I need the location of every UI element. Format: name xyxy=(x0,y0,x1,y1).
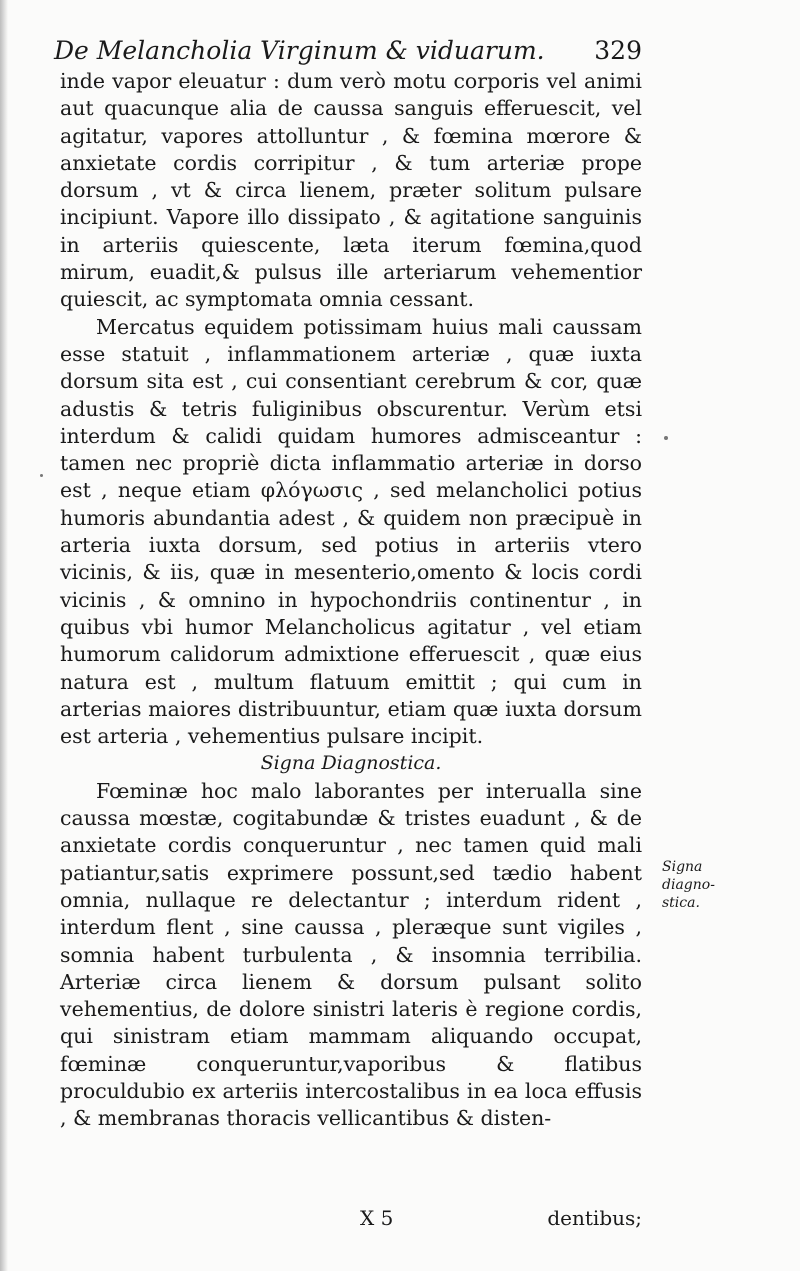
marginal-note xyxy=(662,858,742,912)
paragraph-2: Mercatus equidem potissimam huius mali caussam esse statuit , inflammationem arteriæ , quæ iuxta dorsum sita est , cui consentiant cerebrum & cor, quæ adustis & tetris fuliginibus obscurentur. Verùm etsi interdum & calidi quidam humores admisceantur : tamen nec propriè dicta inflammatio arteriæ in dorso est , neque etiam φλόγωσις , sed melancholici potius humoris abundantia adest , & quidem non præcipuè in arteria iuxta dorsum, sed potius in arteriis vtero vicinis, & iis, quæ in mesenterio,omento & locis cordi vicinis , & omnino in hypochondriis continentur , in quibus vbi humor Melancholicus agitatur , vel etiam humorum calidorum admixtione efferuescit , quæ eius natura est , multum flatuum emittit ; qui cum in arterias maiores distribuuntur, etiam quæ iuxta dorsum est arteria , vehementius pulsare incipit. xyxy=(60,314,642,749)
page-gutter-shadow xyxy=(0,0,8,1271)
margin-note-line: Signa xyxy=(662,859,703,875)
section-heading: Signa Diagnostica. xyxy=(260,752,442,775)
ink-speck xyxy=(664,436,668,440)
paragraph-3: Fœminæ hoc malo laborantes per interualla sine caussa mœstæ, cogitabundæ & tristes euadunt , & de anxietate cordis conqueruntur , nec tamen quid mali patiantur,satis exprimere possunt,sed tædio habent omnia, nullaque re delectantur ; interdum rident , interdum flent , sine caussa , pleræque sunt vigiles , somnia habent turbulenta , & insomnia terribilia. Arteriæ circa lienem & dorsum pulsant solito vehementius, de dolore sinistri lateris è regione cordis, qui sinistram etiam mammam aliquando occupat, fœminæ conqueruntur,vaporibus & flatibus proculdubio ex arteriis intercostalibus in ea loca effusis , & membranas thoracis vellicantibus & disten- xyxy=(60,778,642,1131)
running-title: De Melancholia Virginum & viduarum. xyxy=(54,36,545,65)
paragraph-1: inde vapor eleuatur : dum verò motu corporis vel animi aut quacunque alia de caussa sanguis efferuescit, vel agitatur, vapores attolluntur , & fœmina mœrore & anxietate cordis corripitur , & tum arteriæ prope dorsum , vt & circa lienem, præter solitum pulsare incipiunt. Vapore illo dissipato , & agitatione sanguinis in arteriis quiescente, læta iterum fœmina,quod mirum, euadit,& pulsus ille arteriarum vehementior quiescit, ac symptomata omnia cessant. xyxy=(60,69,642,312)
page-number: 329 xyxy=(594,36,642,65)
margin-note-line: diagno- xyxy=(662,877,715,893)
ink-speck xyxy=(40,474,43,477)
catchword: dentibus; xyxy=(547,1206,642,1230)
running-header xyxy=(54,36,642,65)
margin-note-line: stica. xyxy=(662,895,700,911)
signature-mark: X 5 xyxy=(360,1206,394,1230)
main-text xyxy=(60,68,642,1133)
